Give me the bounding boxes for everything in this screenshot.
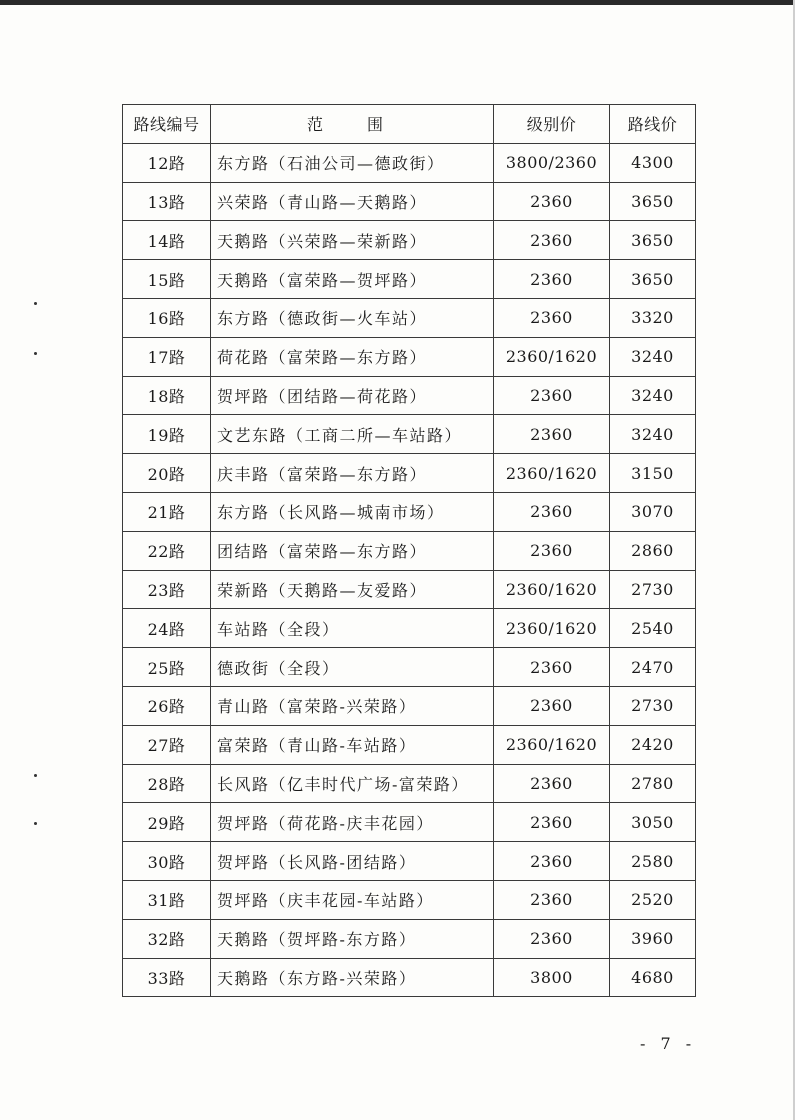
route-price-cell: 3050: [610, 803, 696, 842]
table-row: [123, 803, 696, 842]
table-row: [123, 221, 696, 260]
grade-price-cell: 2360: [494, 686, 610, 725]
route-price-cell: 3320: [610, 298, 696, 337]
range-cell: 文艺东路（工商二所—车站路）: [211, 415, 494, 454]
range-cell: 团结路（富荣路—东方路）: [211, 531, 494, 570]
table-row: [123, 492, 696, 531]
route-id-cell: 16路: [123, 298, 211, 337]
route-id-cell: 13路: [123, 182, 211, 221]
route-price-cell: 2730: [610, 570, 696, 609]
table-row: [123, 764, 696, 803]
table-row: [123, 919, 696, 958]
range-cell: 荷花路（富荣路—东方路）: [211, 337, 494, 376]
route-id-cell: 25路: [123, 648, 211, 687]
header-range: 范 围: [211, 105, 494, 144]
table-row: [123, 260, 696, 299]
range-cell: 东方路（石油公司—德政街）: [211, 143, 494, 182]
grade-price-cell: 3800: [494, 958, 610, 997]
route-id-cell: 12路: [123, 143, 211, 182]
range-cell: 长风路（亿丰时代广场-富荣路）: [211, 764, 494, 803]
range-cell: 兴荣路（青山路—天鹅路）: [211, 182, 494, 221]
route-price-cell: 3960: [610, 919, 696, 958]
grade-price-cell: 2360: [494, 803, 610, 842]
table-row: [123, 686, 696, 725]
route-price-cell: 3070: [610, 492, 696, 531]
route-price-cell: 3240: [610, 415, 696, 454]
route-id-cell: 19路: [123, 415, 211, 454]
table-row: [123, 725, 696, 764]
table-row: [123, 454, 696, 493]
range-cell: 天鹅路（富荣路—贺坪路）: [211, 260, 494, 299]
range-cell: 东方路（德政街—火车站）: [211, 298, 494, 337]
table-row: [123, 570, 696, 609]
range-cell: 天鹅路（兴荣路—荣新路）: [211, 221, 494, 260]
range-cell: 东方路（长风路—城南市场）: [211, 492, 494, 531]
grade-price-cell: 2360/1620: [494, 337, 610, 376]
route-price-cell: 3240: [610, 337, 696, 376]
route-id-cell: 27路: [123, 725, 211, 764]
route-id-cell: 17路: [123, 337, 211, 376]
grade-price-cell: 2360: [494, 260, 610, 299]
route-price-cell: 2860: [610, 531, 696, 570]
header-route-id: 路线编号: [123, 105, 211, 144]
margin-dot: [34, 774, 37, 777]
table-row: [123, 958, 696, 997]
margin-dot: [34, 822, 37, 825]
route-price-cell: 3650: [610, 182, 696, 221]
grade-price-cell: 2360: [494, 376, 610, 415]
table-header-row: [123, 105, 696, 144]
range-cell: 荣新路（天鹅路—友爱路）: [211, 570, 494, 609]
grade-price-cell: 2360: [494, 221, 610, 260]
table-row: [123, 298, 696, 337]
route-price-cell: 2520: [610, 880, 696, 919]
route-price-cell: 2730: [610, 686, 696, 725]
table-row: [123, 337, 696, 376]
table-row: [123, 415, 696, 454]
route-id-cell: 15路: [123, 260, 211, 299]
range-cell: 贺坪路（荷花路-庆丰花园）: [211, 803, 494, 842]
route-id-cell: 21路: [123, 492, 211, 531]
grade-price-cell: 2360/1620: [494, 725, 610, 764]
range-cell: 德政街（全段）: [211, 648, 494, 687]
grade-price-cell: 2360: [494, 298, 610, 337]
road-price-table: [122, 104, 696, 997]
route-price-cell: 3650: [610, 260, 696, 299]
route-id-cell: 28路: [123, 764, 211, 803]
route-price-cell: 3650: [610, 221, 696, 260]
page-number: - 7 -: [640, 1034, 697, 1053]
range-cell: 青山路（富荣路-兴荣路）: [211, 686, 494, 725]
route-id-cell: 29路: [123, 803, 211, 842]
grade-price-cell: 3800/2360: [494, 143, 610, 182]
range-cell: 车站路（全段）: [211, 609, 494, 648]
route-id-cell: 33路: [123, 958, 211, 997]
table-row: [123, 531, 696, 570]
route-id-cell: 14路: [123, 221, 211, 260]
range-cell: 天鹅路（东方路-兴荣路）: [211, 958, 494, 997]
route-price-cell: 2540: [610, 609, 696, 648]
header-grade-price: 级别价: [494, 105, 610, 144]
table-row: [123, 648, 696, 687]
route-id-cell: 23路: [123, 570, 211, 609]
range-cell: 贺坪路（庆丰花园-车站路）: [211, 880, 494, 919]
table-body: [123, 143, 696, 997]
table-row: [123, 376, 696, 415]
grade-price-cell: 2360: [494, 880, 610, 919]
margin-dot: [34, 352, 37, 355]
margin-dot: [34, 302, 37, 305]
route-id-cell: 31路: [123, 880, 211, 919]
grade-price-cell: 2360/1620: [494, 570, 610, 609]
grade-price-cell: 2360: [494, 842, 610, 881]
table-row: [123, 143, 696, 182]
route-price-cell: 2580: [610, 842, 696, 881]
grade-price-cell: 2360: [494, 415, 610, 454]
route-id-cell: 26路: [123, 686, 211, 725]
header-route-price: 路线价: [610, 105, 696, 144]
scan-top-edge: [0, 0, 795, 5]
grade-price-cell: 2360/1620: [494, 454, 610, 493]
table-row: [123, 880, 696, 919]
range-cell: 庆丰路（富荣路—东方路）: [211, 454, 494, 493]
grade-price-cell: 2360/1620: [494, 609, 610, 648]
range-cell: 富荣路（青山路-车站路）: [211, 725, 494, 764]
range-cell: 贺坪路（长风路-团结路）: [211, 842, 494, 881]
grade-price-cell: 2360: [494, 648, 610, 687]
route-id-cell: 20路: [123, 454, 211, 493]
grade-price-cell: 2360: [494, 764, 610, 803]
route-id-cell: 30路: [123, 842, 211, 881]
route-id-cell: 24路: [123, 609, 211, 648]
route-price-cell: 4300: [610, 143, 696, 182]
range-cell: 天鹅路（贺坪路-东方路）: [211, 919, 494, 958]
range-cell: 贺坪路（团结路—荷花路）: [211, 376, 494, 415]
table-row: [123, 182, 696, 221]
route-id-cell: 18路: [123, 376, 211, 415]
route-price-cell: 2420: [610, 725, 696, 764]
grade-price-cell: 2360: [494, 182, 610, 221]
table-row: [123, 842, 696, 881]
route-price-cell: 2780: [610, 764, 696, 803]
route-id-cell: 32路: [123, 919, 211, 958]
grade-price-cell: 2360: [494, 531, 610, 570]
grade-price-cell: 2360: [494, 919, 610, 958]
route-id-cell: 22路: [123, 531, 211, 570]
route-price-cell: 2470: [610, 648, 696, 687]
route-price-cell: 3150: [610, 454, 696, 493]
grade-price-cell: 2360: [494, 492, 610, 531]
table-row: [123, 609, 696, 648]
route-price-cell: 4680: [610, 958, 696, 997]
route-price-cell: 3240: [610, 376, 696, 415]
